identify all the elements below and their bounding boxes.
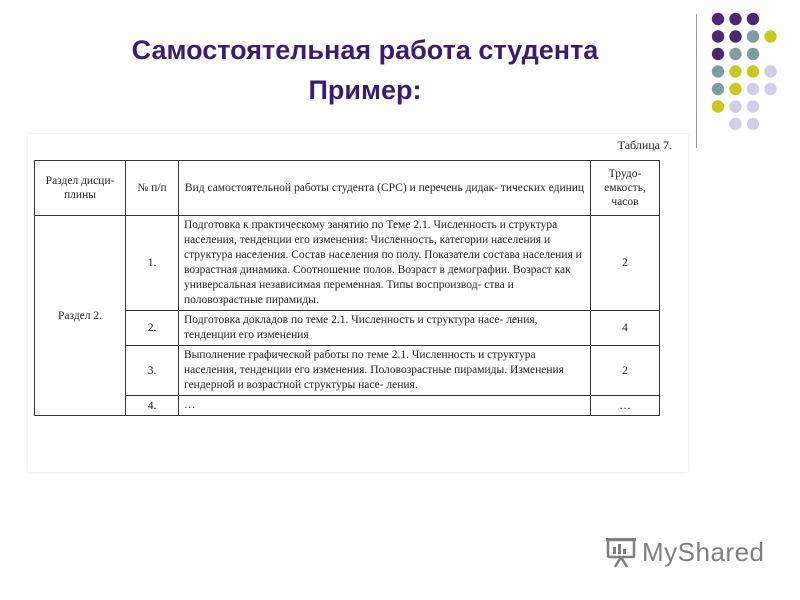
table-row (35, 396, 660, 416)
slide-title (60, 30, 670, 110)
header-description: Вид самостоятельной работы студента (СРС) и перечень дидак- тических единиц (179, 161, 591, 216)
row-description: … (179, 396, 591, 416)
decorative-dot (729, 100, 741, 112)
table-row (35, 216, 660, 311)
decorative-dot (712, 65, 724, 77)
decorative-dot (712, 30, 724, 42)
decorative-dot (764, 65, 776, 77)
row-description: Выполнение графической работы по теме 2.1. Численность и структура населения, тенденции его изменения. Половозрастные пирамиды. Изменения гендерной и возрастной структуры насе- ления. (179, 346, 591, 396)
row-hours: … (591, 396, 660, 416)
decorative-dot (729, 65, 741, 77)
decorative-dot (747, 48, 759, 60)
decorative-dot (712, 13, 724, 25)
row-num: 4. (126, 396, 179, 416)
decorative-dot (747, 13, 759, 25)
table-header-row (35, 161, 660, 216)
decorative-dot (729, 13, 741, 25)
decorative-dot (729, 48, 741, 60)
table-caption: Таблица 7. (617, 138, 672, 152)
decorative-dots (711, 12, 791, 132)
slide-title-line2: Пример: (308, 75, 422, 105)
table-row (35, 346, 660, 396)
section-cell: Раздел 2. (35, 216, 126, 416)
decorative-dot (764, 30, 776, 42)
decorative-dot (729, 30, 741, 42)
decorative-dot (729, 118, 741, 130)
header-num: № п/п (126, 161, 179, 216)
decorative-dot (712, 48, 724, 60)
decorative-dot (712, 100, 724, 112)
slide-title-line1: Самостоятельная работа студента (131, 35, 599, 65)
row-description: Подготовка докладов по теме 2.1. Численность и структура насе- ления, тенденции его изменения (179, 311, 591, 346)
decorative-dot (764, 83, 776, 95)
decorative-dot (747, 118, 759, 130)
presentation-board-icon (606, 536, 636, 568)
row-num: 2. (126, 311, 179, 346)
row-num: 3. (126, 346, 179, 396)
myshared-logo[interactable] (606, 536, 765, 568)
srs-table (34, 160, 660, 416)
logo-text: MyShared (642, 536, 765, 567)
row-num: 1. (126, 216, 179, 311)
decorative-dot (747, 65, 759, 77)
decorative-dot (747, 30, 759, 42)
decorative-dot (712, 83, 724, 95)
table-row (35, 311, 660, 346)
decorative-dot (747, 83, 759, 95)
header-hours: Трудо- емкость, часов (591, 161, 660, 216)
document-scan (28, 134, 688, 472)
row-hours: 2 (591, 216, 660, 311)
row-description: Подготовка к практическому занятию по Теме 2.1. Численность и структура населения, тенденции его изменения: Численность, категории населения и структура населения. Состав населения по полу. Показатели состава населения и возрастная динамика. Соотношение полов. Возраст в демографии. Возраст как универсальная независимая переменная. Типы воспроизвод- ства и половозрастные пирамиды. (179, 216, 591, 311)
decorative-divider (696, 14, 697, 148)
decorative-dot (729, 83, 741, 95)
decorative-dot (747, 100, 759, 112)
row-hours: 2 (591, 346, 660, 396)
row-hours: 4 (591, 311, 660, 346)
header-section: Раздел дисци- плины (35, 161, 126, 216)
